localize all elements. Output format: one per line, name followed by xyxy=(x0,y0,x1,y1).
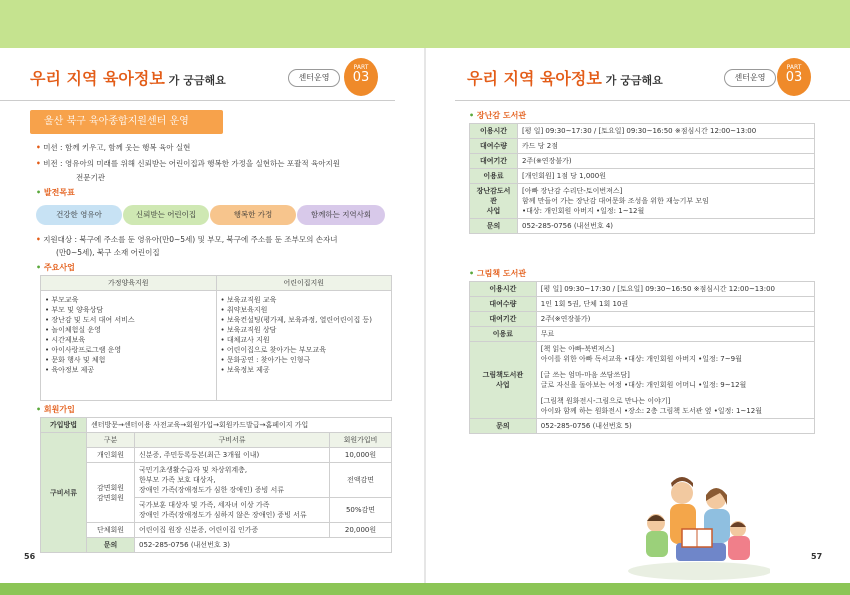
reduce-docs-1 xyxy=(135,463,330,498)
list-item: • 시간제보육 xyxy=(45,336,86,344)
part-number: 03 xyxy=(785,70,803,85)
list-item: • 취약보육지원 xyxy=(220,306,268,314)
title-sub: 가 궁금해요 xyxy=(605,74,663,87)
reduce-fee-2: 50%감면 xyxy=(330,498,392,523)
col-home: 가정양육지원 xyxy=(41,276,217,291)
join-heading: • 회원가입 xyxy=(36,405,75,414)
list-item: • 어린이집으로 찾아가는 부모교육 xyxy=(220,346,326,354)
inquiry-label: 문의 xyxy=(87,538,135,553)
page-title xyxy=(30,66,226,89)
hours-label: 이용시간 xyxy=(470,282,537,297)
family-reading-illustration xyxy=(620,471,770,581)
list-item: • 대체교사 지원 xyxy=(220,336,270,344)
reduce-docs-line: 국가보훈 대상자 및 가족, 세자녀 이상 가족 xyxy=(139,501,270,509)
part-number: 03 xyxy=(352,70,370,85)
reduce-docs-line: 장애인 가족(장애정도가 심하지 않은 장애인) 증빙 서류 xyxy=(139,511,307,519)
qty-label: 대여수량 xyxy=(470,139,518,154)
goals-heading: • 발전목표 xyxy=(36,188,75,197)
join-heading-label: 회원가입 xyxy=(43,405,75,414)
top-band xyxy=(0,0,850,48)
bottom-band xyxy=(0,583,850,595)
main-business-table xyxy=(40,275,392,401)
docs-col-kind: 구분 xyxy=(87,433,135,448)
program-label-2: 사업 xyxy=(486,207,501,215)
title-main: 우리 지역 육아정보 xyxy=(467,69,602,88)
program-line: [책 읽는 아빠-북변져스] xyxy=(540,345,615,353)
mission-value: 미션 : 함께 키우고, 함께 웃는 행복 육아 실현 xyxy=(43,143,191,152)
picturebook-library-heading: • 그림책 도서관 xyxy=(469,269,527,278)
inquiry-value: 052-285-0756 (내선번호 4) xyxy=(518,219,815,234)
program-line: [아빠 장난감 수리단-토이번져스] xyxy=(522,187,623,195)
program-value xyxy=(536,342,814,419)
join-method-label: 가입방법 xyxy=(41,418,87,433)
list-item: • 놀이체험실 운영 xyxy=(45,326,101,334)
center-tag: 센터운영 xyxy=(288,69,340,87)
list-item: • 아이사랑프로그램 운영 xyxy=(45,346,122,354)
hours-label: 이용시간 xyxy=(470,124,518,139)
hours-value: [평 일] 09:30~17:30 / [토요일] 09:30~16:50 ※점심시간 12:00~13:00 xyxy=(536,282,814,297)
reduce-docs-line: 국민기초생활수급자 및 차상위계층, xyxy=(139,466,248,474)
program-line: [글 쓰는 엄마-마음 쓰담쓰담] xyxy=(540,371,630,379)
reduce-kind-1: 감면회원 xyxy=(96,483,125,492)
list-item: • 부모교육 xyxy=(45,296,79,304)
list-item: • 보육정보 제공 xyxy=(220,366,270,374)
target-text: • 지원대상 : 북구에 주소를 둔 영유아(만0~5세) 및 부모, 북구에 주소를 둔 조부모의 손자녀 xyxy=(36,235,338,244)
col-daycare: 어린이집지원 xyxy=(216,276,392,291)
qty-value: 1인 1회 5권, 단체 1회 10권 xyxy=(536,297,814,312)
program-line: 함께 만들어 가는 장난감 대여문화 조성을 위한 재능기부 모임 xyxy=(522,197,709,205)
program-label-1: 장난감도서관 xyxy=(476,187,511,205)
section-title: 울산 북구 육아종합지원센터 운영 xyxy=(30,110,223,134)
fee-value: [개인회원] 1점 당 1,000원 xyxy=(518,169,815,184)
part-badge xyxy=(777,58,811,96)
fee-value: 무료 xyxy=(536,327,814,342)
program-line: 글로 자신을 돌아보는 여정 •대상: 개인회원 어머니 •일정: 9~12월 xyxy=(540,381,747,389)
page-title xyxy=(467,66,663,89)
vision-value: 비전 : 영유아의 미래를 위해 신뢰받는 어린이집과 행복한 가정을 실현하는 포괄적 육아지원 xyxy=(43,159,341,168)
goal-pill-4: 함께하는 지역사회 xyxy=(297,205,385,225)
general-docs: 신분증, 주민등록등본(최근 3개월 이내) xyxy=(135,448,330,463)
period-label: 대여기간 xyxy=(470,312,537,327)
reduce-fee: 전액감면 xyxy=(330,463,392,498)
list-item: • 보육컨설팅(평가제, 보육과정, 열린어린이집 등) xyxy=(220,316,372,324)
reduce-kind xyxy=(87,463,135,523)
vision-text: • 비전 : 영유아의 미래를 위해 신뢰받는 어린이집과 행복한 가정을 실현하는 포괄적 육아지원 xyxy=(36,159,341,168)
program-label-1: 그림책도서관 xyxy=(482,371,524,379)
toy-library-label: 장난감 도서관 xyxy=(476,111,527,120)
program-line: •대상: 개인회원 아버지 •일정: 1~12월 xyxy=(522,207,645,215)
docs-col-docs: 구비서류 xyxy=(135,433,330,448)
program-label xyxy=(470,342,537,419)
reduce-docs-line: 한부모 가족 보호 대상자, xyxy=(139,476,216,484)
program-line: [그림책 원화전시-그림으로 만나는 이야기] xyxy=(540,397,671,405)
inquiry-value: 052-285-0756 (내선번호 3) xyxy=(135,538,392,553)
page-number: 57 xyxy=(811,552,823,561)
left-page xyxy=(0,48,425,583)
mission-text: • 미션 : 함께 키우고, 함께 웃는 행복 육아 실현 xyxy=(36,143,191,152)
group-fee: 20,000원 xyxy=(330,523,392,538)
inquiry-label: 문의 xyxy=(470,219,518,234)
picturebook-library-label: 그림책 도서관 xyxy=(476,269,527,278)
vision-text-2: 전문기관 xyxy=(76,173,105,182)
page-number: 56 xyxy=(24,552,36,561)
title-sub: 가 궁금해요 xyxy=(168,74,226,87)
part-label: PART xyxy=(786,64,802,71)
general-fee: 10,000원 xyxy=(330,448,392,463)
program-line: 아이와 함께 하는 원화전시 •장소: 2층 그림책 도서관 옆 •일정: 1~12월 xyxy=(540,407,762,415)
main-business-heading: • 주요사업 xyxy=(36,263,75,272)
docs-col-fee: 회원가입비 xyxy=(330,433,392,448)
title-main: 우리 지역 육아정보 xyxy=(30,69,165,88)
right-page xyxy=(425,48,850,583)
program-line: 아이를 위한 아빠 독서교육 •대상: 개인회원 아버지 •일정: 7~9월 xyxy=(540,355,742,363)
list-item: • 문화공연 : 찾아가는 인형극 xyxy=(220,356,311,364)
join-table xyxy=(40,417,392,553)
hours-value: [평 일] 09:30~17:30 / [토요일] 09:30~16:50 ※점심시간 12:00~13:00 xyxy=(518,124,815,139)
center-tag: 센터운영 xyxy=(724,69,776,87)
group-kind: 단체회원 xyxy=(87,523,135,538)
group-docs: 어린이집 원장 신분증, 어린이집 인가증 xyxy=(135,523,330,538)
program-value xyxy=(518,184,815,219)
list-item: • 부모 및 양육상담 xyxy=(45,306,104,314)
list-item: • 장난감 및 도서 대여 서비스 xyxy=(45,316,135,324)
program-label xyxy=(470,184,518,219)
list-item: • 보육교직원 상담 xyxy=(220,326,277,334)
main-business-label: 주요사업 xyxy=(43,263,75,272)
reduce-docs-line: 장애인 가족(장애정도가 심한 장애인) 증빙 서류 xyxy=(139,486,285,494)
reduce-kind-2: 감면회원 xyxy=(96,493,125,502)
join-method-value: 센터방문→센터이용 사전교육→회원가입→회원카드발급→홈페이지 가입 xyxy=(87,418,392,433)
daycare-support-list xyxy=(216,291,392,401)
picturebook-library-table xyxy=(469,281,815,434)
target-value: 지원대상 : 북구에 주소를 둔 영유아(만0~5세) 및 부모, 북구에 주소를 둔 조부모의 손자녀 xyxy=(43,235,338,244)
docs-label: 구비서류 xyxy=(41,433,87,553)
list-item: • 육아정보 제공 xyxy=(45,366,95,374)
period-value: 2주(※연장불가) xyxy=(536,312,814,327)
title-underline xyxy=(455,100,850,101)
fee-label: 이용료 xyxy=(470,169,518,184)
goals-heading-label: 발전목표 xyxy=(43,188,75,197)
program-label-2: 사업 xyxy=(496,381,510,389)
period-value: 2주(※연장불가) xyxy=(518,154,815,169)
reduce-docs-2 xyxy=(135,498,330,523)
toy-library-heading: • 장난감 도서관 xyxy=(469,111,527,120)
goal-pill-2: 신뢰받는 어린이집 xyxy=(123,205,209,225)
toy-library-table xyxy=(469,123,815,234)
general-kind: 개인회원 xyxy=(87,448,135,463)
list-item: • 문화 행사 및 체험 xyxy=(45,356,106,364)
goal-pill-1: 건강한 영유아 xyxy=(36,205,122,225)
period-label: 대여기간 xyxy=(470,154,518,169)
target-text-2: (만0~5세), 북구 소재 어린이집 xyxy=(56,248,160,257)
home-support-list xyxy=(41,291,217,401)
part-badge xyxy=(344,58,378,96)
goal-pill-3: 행복한 가정 xyxy=(210,205,296,225)
part-label: PART xyxy=(353,64,369,71)
fee-label: 이용료 xyxy=(470,327,537,342)
list-item: • 보육교직원 교육 xyxy=(220,296,277,304)
inquiry-value: 052-285-0756 (내선번호 5) xyxy=(536,419,814,434)
title-underline xyxy=(0,100,395,101)
inquiry-label: 문의 xyxy=(470,419,537,434)
qty-label: 대여수량 xyxy=(470,297,537,312)
qty-value: 카드 당 2점 xyxy=(518,139,815,154)
